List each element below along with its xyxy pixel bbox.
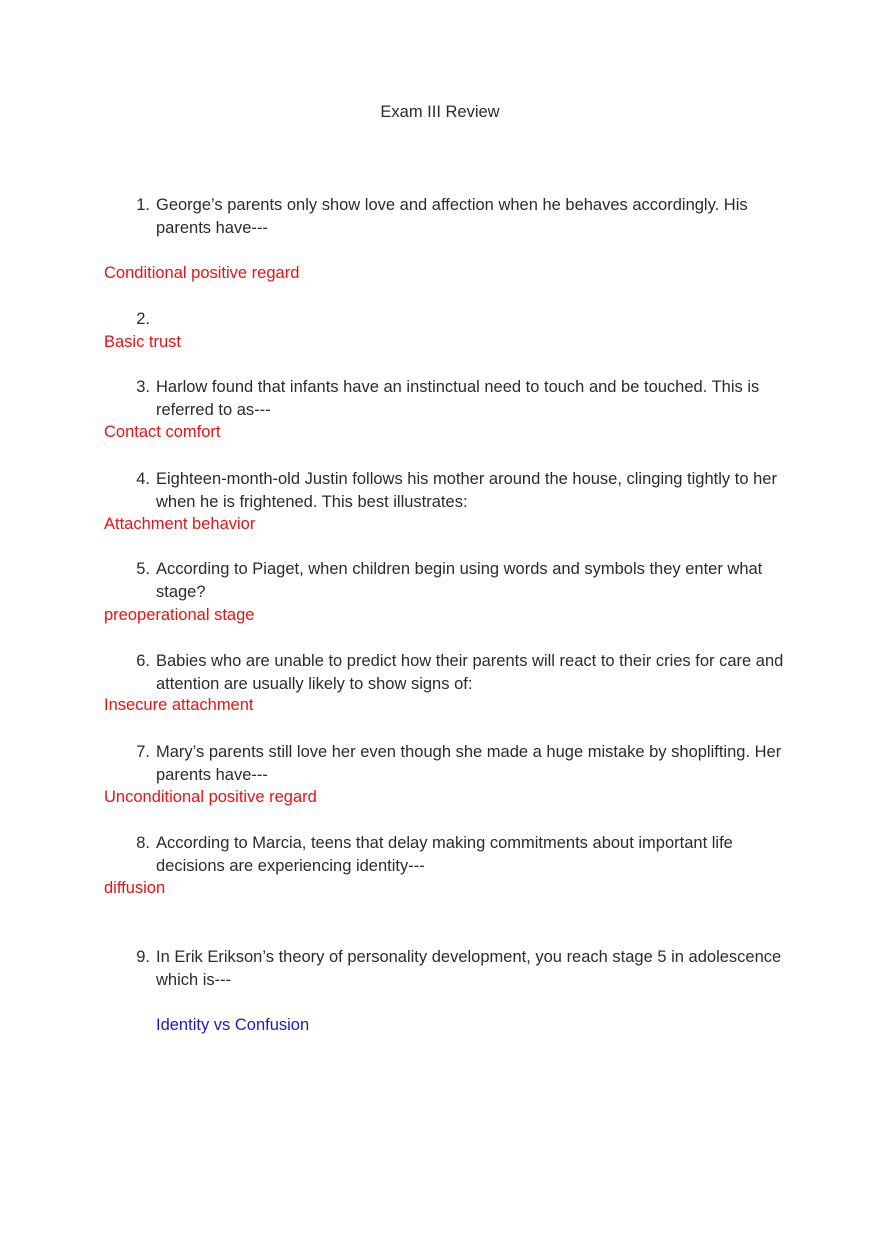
answer-3: Contact comfort [104, 423, 221, 441]
question-number: 1. [136, 196, 150, 214]
question-3 [136, 376, 796, 422]
question-number: 9. [136, 948, 150, 966]
answer-6: Insecure attachment [104, 696, 254, 714]
question-number: 8. [136, 834, 150, 852]
answer-9: Identity vs Confusion [156, 1016, 310, 1034]
question-number: 5. [136, 560, 150, 578]
answer-2: Basic trust [104, 333, 182, 351]
question-4 [136, 468, 796, 514]
question-number: 6. [136, 652, 150, 670]
question-number: 2. [136, 310, 150, 328]
question-number: 7. [136, 743, 150, 761]
question-text: Eighteen-month-old Justin follows his mother around the house, clinging tightly to her when he is frightened. This best illustrates: [156, 470, 777, 511]
question-text: Babies who are unable to predict how their parents will react to their cries for care and attention are usually likely to show signs of: [156, 652, 784, 693]
question-number: 3. [136, 378, 150, 396]
question-8 [136, 832, 796, 878]
question-text: In Erik Erikson’s theory of personality development, you reach stage 5 in adolescence which is--- [156, 948, 782, 989]
question-text: George’s parents only show love and affection when he behaves accordingly. His parents have--- [156, 196, 748, 237]
question-number: 4. [136, 470, 150, 488]
answer-4: Attachment behavior [104, 515, 256, 533]
answer-8: diffusion [104, 879, 166, 897]
question-6 [136, 650, 796, 696]
answer-5: preoperational stage [104, 606, 255, 624]
question-1 [136, 194, 796, 240]
question-text: Mary’s parents still love her even though she made a huge mistake by shoplifting. Her parents have--- [156, 743, 782, 784]
question-9 [136, 946, 796, 992]
answer-1: Conditional positive regard [104, 264, 300, 282]
question-text: Harlow found that infants have an instinctual need to touch and be touched. This is referred to as--- [156, 378, 760, 419]
question-5 [136, 558, 796, 604]
answer-7: Unconditional positive regard [104, 788, 317, 806]
question-text: According to Piaget, when children begin using words and symbols they enter what stage? [156, 560, 763, 601]
page-title: Exam III Review [380, 103, 500, 121]
question-7 [136, 741, 796, 787]
question-text: According to Marcia, teens that delay making commitments about important life decisions are experiencing identity--- [156, 834, 733, 875]
